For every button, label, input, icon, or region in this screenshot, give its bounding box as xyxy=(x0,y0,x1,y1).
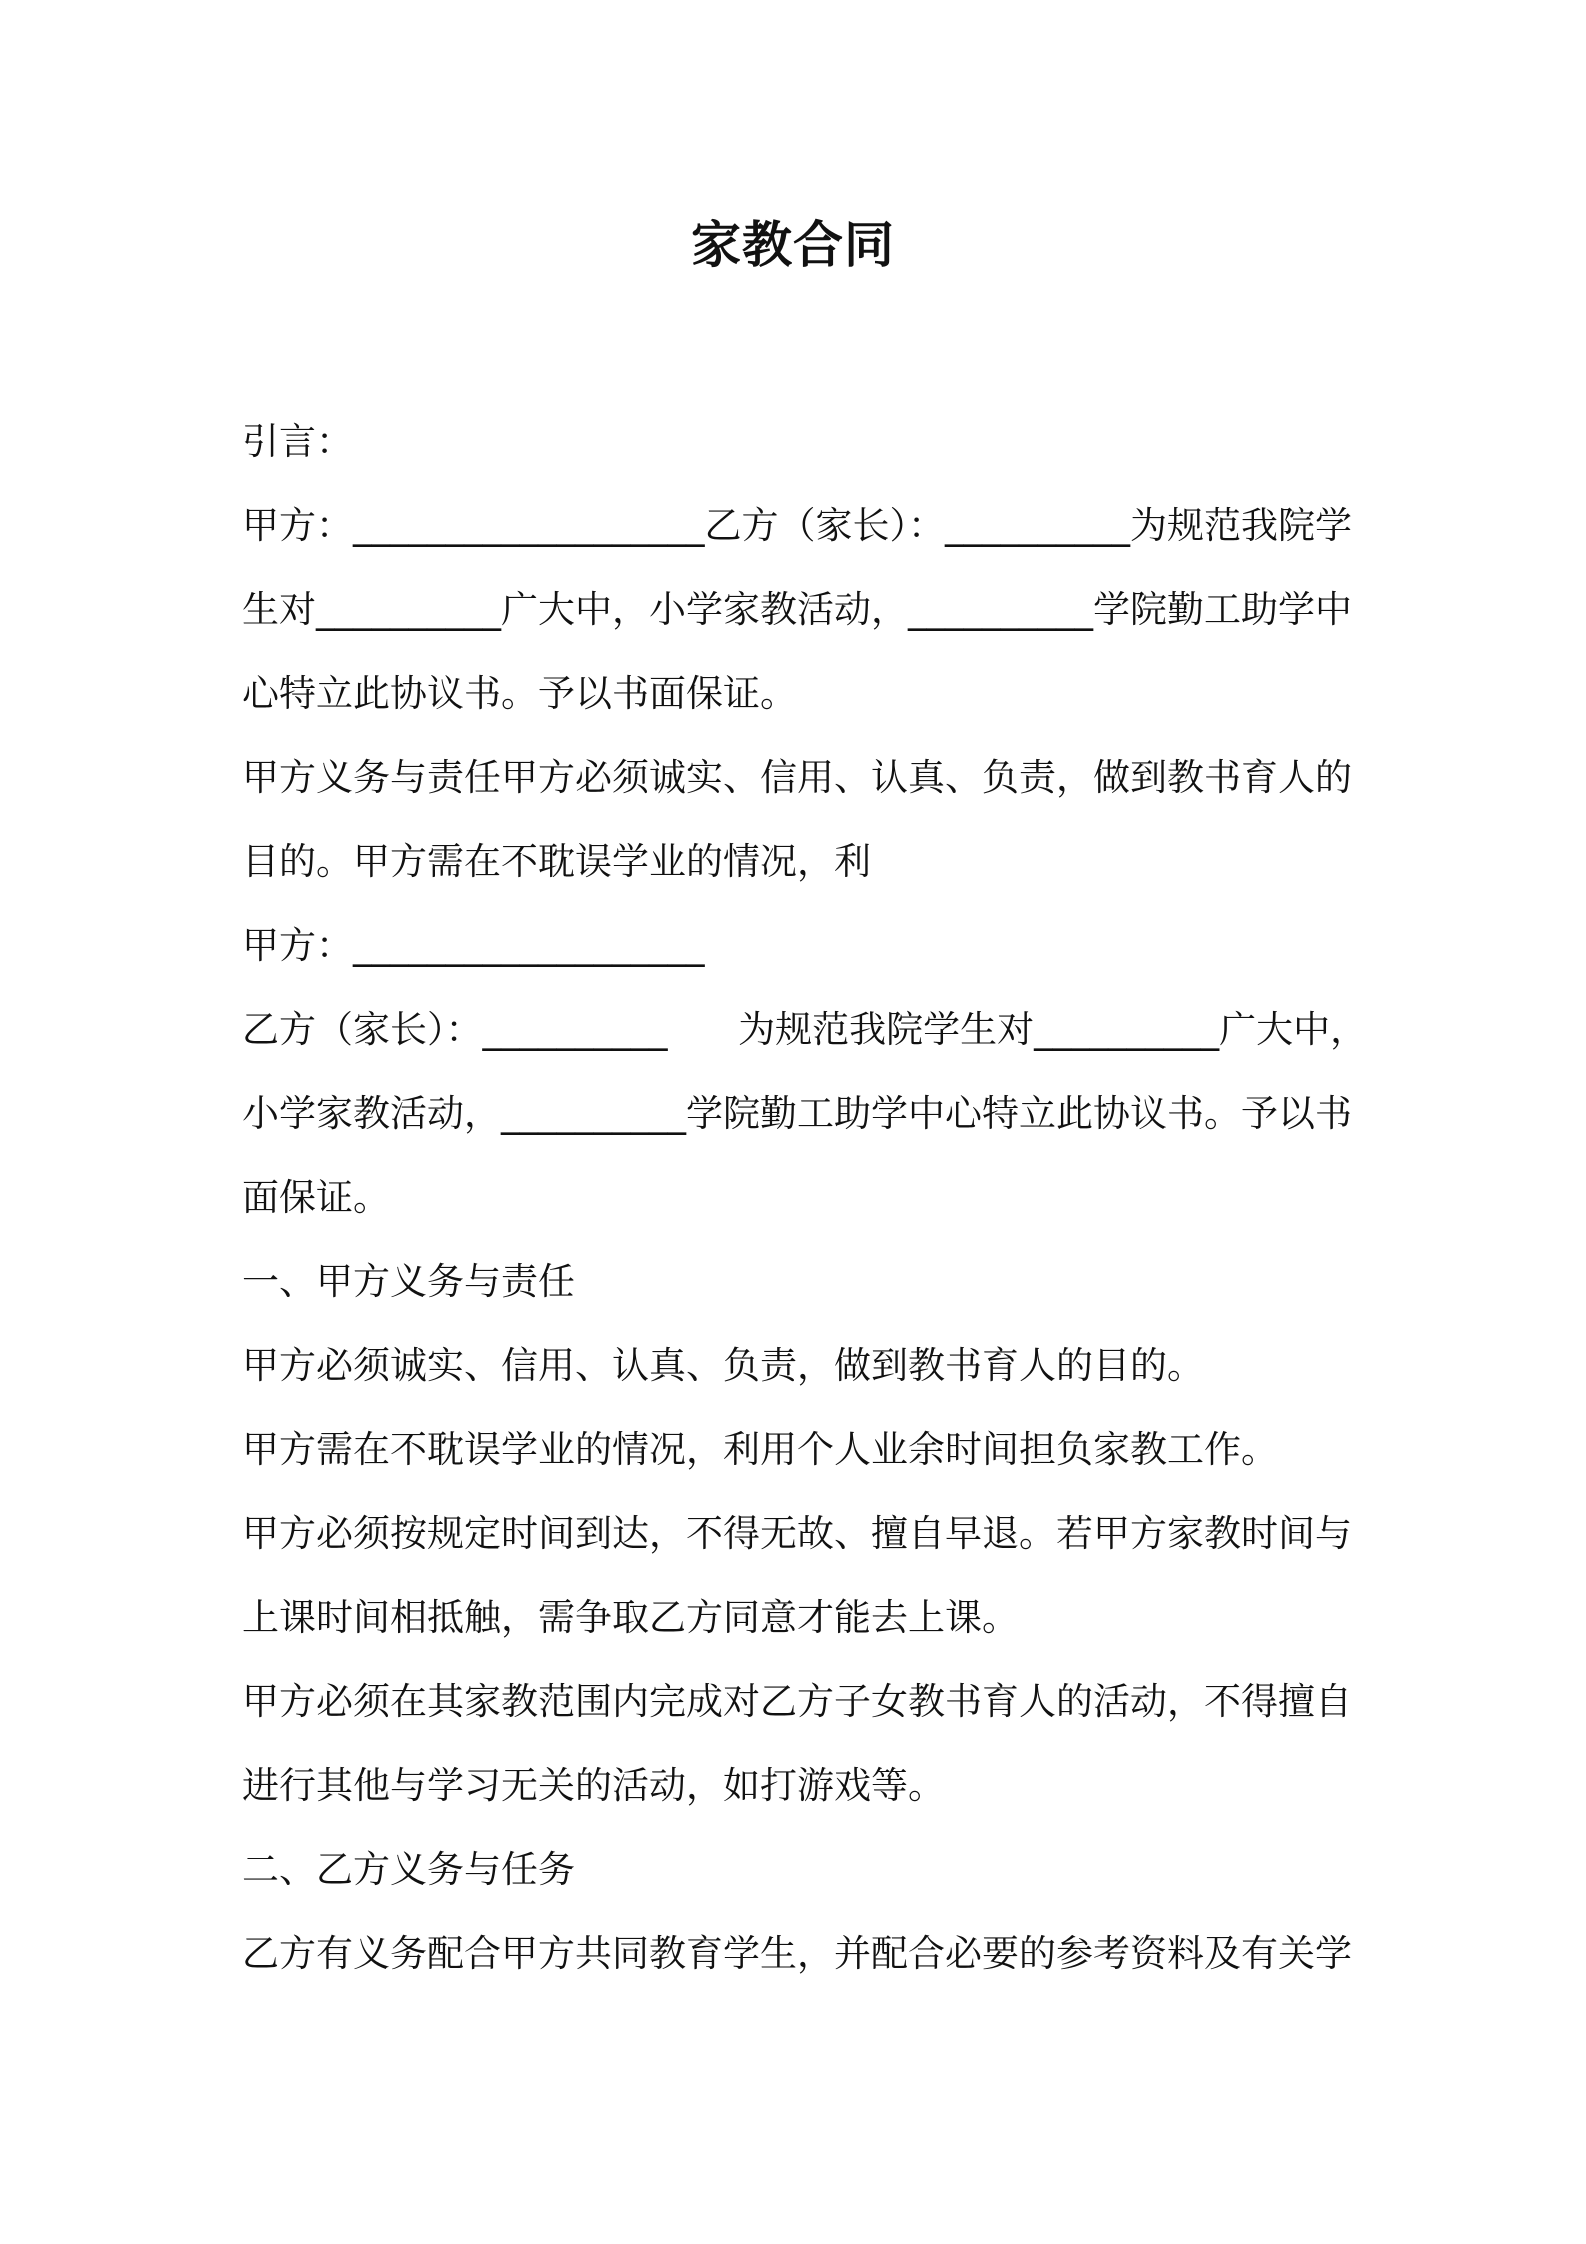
text-line: 目的。甲方需在不耽误学业的情况，利 xyxy=(242,840,871,883)
section-heading-1: 一、甲方义务与责任 xyxy=(242,1260,575,1303)
text-line: 心特立此协议书。予以书面保证。 xyxy=(242,672,797,715)
text-line: 甲方义务与责任甲方必须诚实、信用、认真、负责，做到教书育人的 xyxy=(242,756,1352,799)
party-a-blank-line: 甲方：___________________ xyxy=(242,924,705,967)
text-line: 甲方必须在其家教范围内完成对乙方子女教书育人的活动，不得擅自 xyxy=(242,1680,1352,1723)
section-heading-2: 二、乙方义务与任务 xyxy=(242,1848,575,1891)
text-line: 甲方需在不耽误学业的情况，利用个人业余时间担负家教工作。 xyxy=(242,1428,1278,1471)
document-body xyxy=(242,400,1382,1996)
text-line: 甲方必须按规定时间到达，不得无故、擅自早退。若甲方家教时间与 xyxy=(242,1512,1352,1555)
text-line: 生对__________广大中，小学家教活动，__________学院勤工助学中 xyxy=(242,588,1352,631)
text-line: 乙方有义务配合甲方共同教育学生，并配合必要的参考资料及有关学 xyxy=(242,1932,1352,1975)
party-b-blank-line: 乙方（家长）：__________ 为规范我院学生对__________广大中， xyxy=(242,1008,1368,1051)
document-title: 家教合同 xyxy=(691,216,895,274)
text-line: 进行其他与学习无关的活动，如打游戏等。 xyxy=(242,1764,945,1807)
text-line: 上课时间相抵触，需争取乙方同意才能去上课。 xyxy=(242,1596,1019,1639)
text-line: 甲方必须诚实、信用、认真、负责，做到教书育人的目的。 xyxy=(242,1344,1204,1387)
text-line: 面保证。 xyxy=(242,1176,390,1219)
party-a-intro-line: 甲方：___________________乙方（家长）：__________为规范我院学 xyxy=(242,504,1352,547)
intro-heading: 引言： xyxy=(242,420,353,463)
text-line: 小学家教活动，__________学院勤工助学中心特立此协议书。予以书 xyxy=(242,1092,1352,1135)
